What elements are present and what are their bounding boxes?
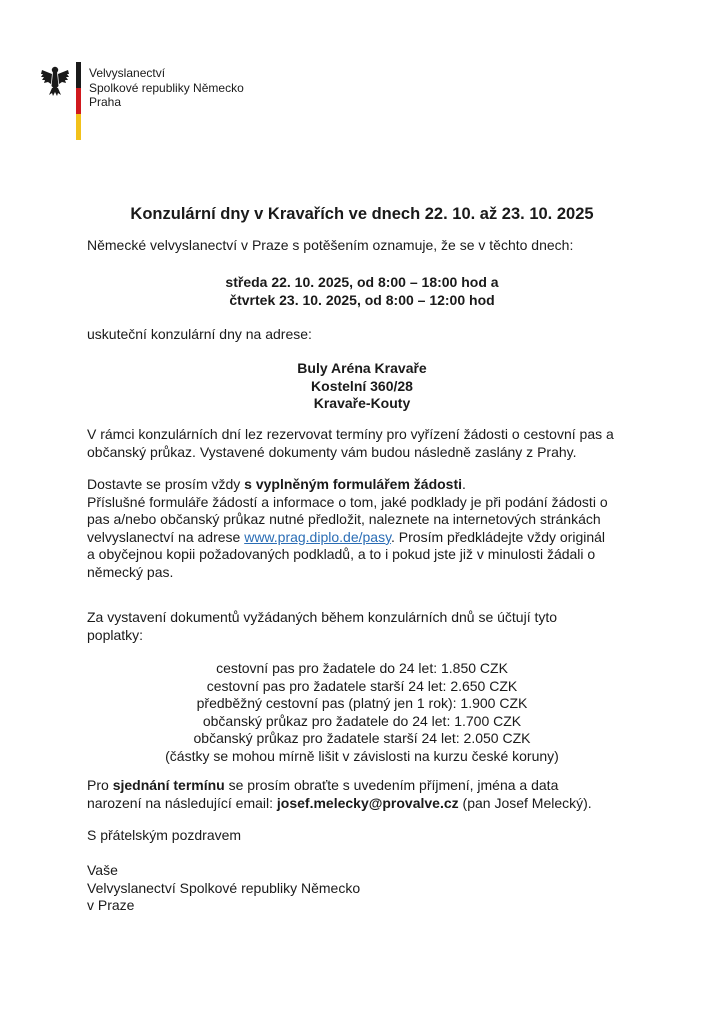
text: (pan Josef Melecký). — [458, 794, 592, 811]
signature — [87, 862, 647, 915]
text: velvyslanectví na adrese — [87, 528, 245, 545]
org-line: Praha — [89, 95, 122, 109]
paragraph-line — [87, 529, 647, 547]
text: narození na následující email: — [87, 794, 277, 811]
german-flag-stripe — [76, 62, 81, 140]
passport-info-link[interactable]: www.prag.diplo.de/pasy — [244, 528, 392, 545]
text: Dostavte se prosím vždy — [87, 476, 245, 492]
text: . Prosím předkládejte vždy originál — [391, 528, 606, 545]
paragraph-line: V rámci konzulárních dní lez rezervovat termíny pro vyřízení žádosti o cestovní pas a — [87, 426, 614, 442]
contact-email[interactable]: josef.melecky@provalve.cz — [276, 794, 459, 811]
paragraph-line: německý pas. — [87, 563, 174, 580]
address-line: Kostelní 360/28 — [311, 377, 413, 394]
fee-item: cestovní pas pro žadatele starší 24 let: 2.650 CZK — [206, 677, 518, 694]
paragraph-line: občanský průkaz. Vystavené dokumenty vám budou následně zaslány z Prahy. — [87, 443, 577, 460]
address-line: Kravaře-Kouty — [313, 395, 411, 412]
intro-text: Německé velvyslanectví v Praze s potěšením oznamuje, že se v těchto dnech: — [87, 237, 574, 253]
org-line: Velvyslanectví — [89, 66, 166, 80]
address-line: Buly Aréna Kravaře — [297, 360, 427, 376]
address-intro: uskuteční konzulární dny na adrese: — [87, 326, 312, 342]
paragraph-line: poplatky: — [87, 626, 144, 643]
fee-note: (částky se mohou mírně lišit v závislosti na kurzu české koruny) — [165, 747, 559, 764]
paragraph-line — [87, 777, 647, 795]
fee-item: občanský průkaz pro žadatele starší 24 let: 2.050 CZK — [193, 730, 531, 747]
flag-gold — [76, 114, 81, 140]
signature-line: v Praze — [87, 897, 135, 914]
signature-line: Velvyslanectví Spolkové republiky Německo — [87, 879, 361, 896]
fee-item: cestovní pas pro žadatele do 24 let: 1.850 CZK — [216, 660, 508, 676]
text: se prosím obraťte s uvedením příjmení, jména a data — [224, 777, 559, 793]
fee-item: předběžný cestovní pas (platný jen 1 rok): 1.900 CZK — [196, 695, 528, 712]
signature-line: Vaše — [87, 862, 118, 878]
paragraph-line — [87, 795, 647, 813]
emphasis-text: sjednání termínu — [112, 777, 225, 793]
text: Pro — [87, 777, 113, 793]
org-line: Spolkové republiky Německo — [89, 80, 244, 95]
embassy-name — [89, 66, 244, 110]
fees-list — [0, 660, 724, 766]
flag-black — [76, 62, 81, 88]
date-line: středa 22. 10. 2025, od 8:00 – 18:00 hod a — [225, 274, 499, 290]
date-line: čtvrtek 23. 10. 2025, od 8:00 – 12:00 hod — [229, 291, 495, 308]
text: . — [462, 476, 466, 492]
federal-eagle-icon — [40, 64, 70, 98]
flag-red — [76, 88, 81, 114]
fee-item: občanský průkaz pro žadatele do 24 let: 1.700 CZK — [202, 712, 522, 729]
paragraph-line: Za vystavení dokumentů vyžádaných během konzulárních dnů se účtují tyto — [87, 609, 558, 625]
paragraph-line: Příslušné formuláře žádostí a informace o tom, jaké podklady je při podání žádosti o — [87, 493, 608, 510]
paragraph-line: pas a/nebo občanský průkaz nutné předložit, naleznete na internetových stránkách — [87, 511, 601, 528]
document-title: Konzulární dny v Kravařích ve dnech 22. 10. až 23. 10. 2025 — [130, 205, 594, 223]
paragraph-line: a obyčejnou kopii požadovaných podkladů, a to i pokud jste již v minulosti žádali o — [87, 546, 596, 563]
fees-intro — [87, 609, 647, 644]
form-paragraph — [87, 476, 647, 582]
dates-block — [0, 274, 724, 309]
closing: S přátelským pozdravem — [87, 827, 242, 843]
address-block — [0, 360, 724, 413]
contact-paragraph — [87, 777, 647, 812]
paragraph-line — [87, 476, 647, 494]
reservation-paragraph — [87, 426, 647, 461]
emphasis-text: s vyplněným formulářem žádosti — [244, 476, 463, 492]
